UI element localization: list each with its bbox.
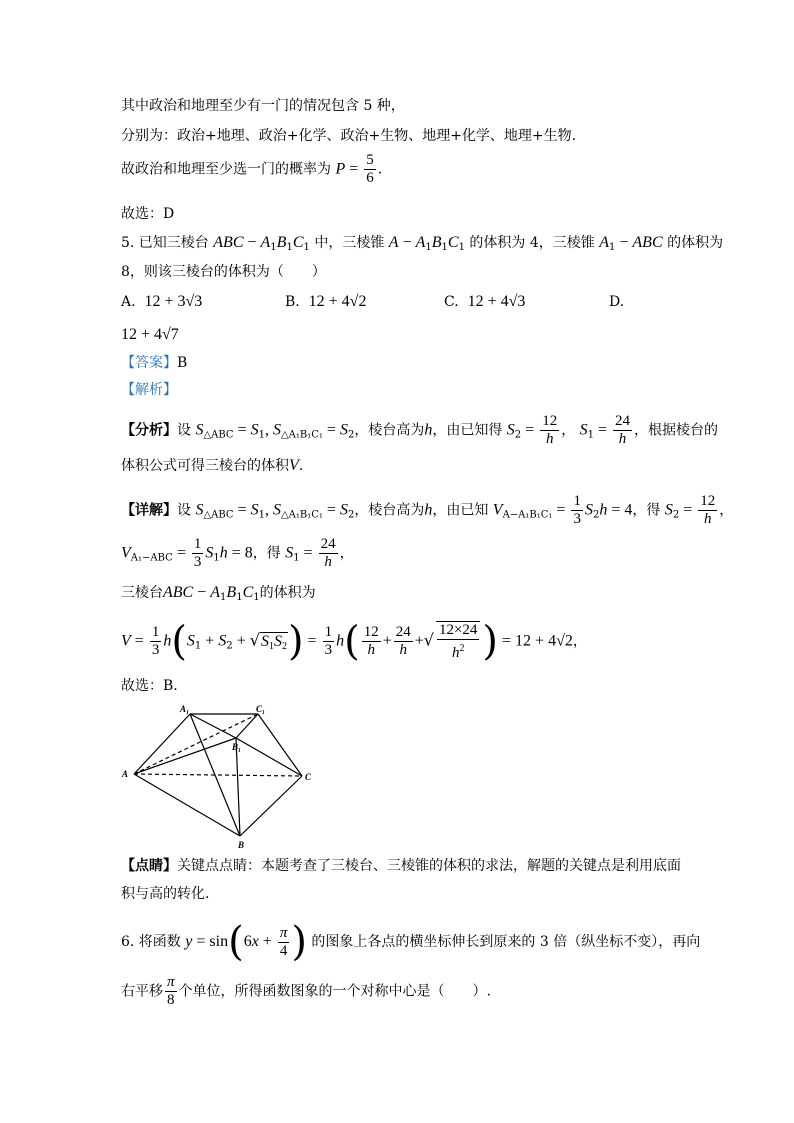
detail-line3: 三棱台ABC − $A_1B_1C_1$的体积为: [121, 584, 316, 603]
question-5-line2: 8，则该三棱台的体积为（ ）: [121, 264, 326, 280]
label-b: B: [238, 840, 245, 850]
analysis-line1: 【分析】设 $S_{\triangle ABC} = S_1$, $S_{\triangle A_1B_1C_1} = S_2$，棱台高为h，由已知得 $S_2$ = $\frac{12}{h}$ ， $S_1$ = $\frac{24}{h}$ ，根据棱台的: [121, 413, 719, 447]
answer-line: 【答案】B: [121, 355, 188, 371]
option-c: C. 12 + 4√3: [444, 293, 526, 310]
label-b1: B₁: [232, 742, 242, 752]
option-d-label: D.: [609, 294, 625, 310]
detail-line1: 【详解】设 $S_{\triangle ABC} = S_1$, $S_{\triangle A_1B_1C_1} = S_2$，棱台高为h，由已知 $V_{A-A_1B_1C_1}$ = $\frac{1}{3}$ $S_2h = 4$，得 $S_2$ = $\frac{12}{h}$ ，: [121, 493, 734, 527]
question-6-line2: 右平移 $\frac{\pi}{8}$ 个单位，所得函数图象的一个对称中心是（ ）.: [121, 974, 491, 1008]
text: 故政治和地理至少选一门的概率为: [121, 161, 331, 178]
detail-line2: $V_{A_1-ABC}$ = $\frac{1}{3}$ $S_1h = 8$，得 $S_1$ = $\frac{24}{h}$ ，: [121, 536, 354, 570]
label-a1: A₁: [180, 704, 190, 714]
analysis-tag: 【解析】: [121, 382, 177, 398]
question-6-line1: 6. 将函数 y = sin(6x + $\frac{\pi}{4}$ ) 的图象上各点的横坐标伸长到原来的 3 倍（纵坐标不变），再向: [121, 919, 701, 965]
key-point-line1: 【点睛】关键点点睛：本题考查了三棱台、三棱锥的体积的求法，解题的关键点是利用底面: [121, 858, 681, 874]
frustum-figure: [118, 700, 328, 850]
option-a: A. 12 + 3√3: [121, 293, 203, 310]
text-line: 故选：D: [121, 206, 175, 222]
question-5-line1: 5. 已知三棱台 ABC − $A_1B_1C_1$ 中，三棱锥 $A - A_1B_1C_1$ 的体积为 4，三棱锥 $A_1$ − ABC 的体积为: [121, 234, 724, 253]
label-c: C: [305, 772, 312, 782]
analysis-line2: 体积公式可得三棱台的体积V.: [121, 457, 304, 474]
text-line: 分别为：政治+地理、政治+化学、政治+生物、地理+化学、地理+生物.: [121, 128, 577, 144]
option-b: B. 12 + 4√2: [285, 293, 367, 310]
volume-formula: V = $\frac{1}{3}$ $h(S_1 + S_2 + √S_1S_2)$ = $\frac{1}{3}$ h( $\frac{12}{h}$ + $\frac{24}{h}$ +√ $\frac{12\times 24}{h^2}$ ) = 12 + 4√2，: [121, 618, 587, 665]
option-d: 12 + 4√7: [121, 326, 179, 343]
label-c1: C₁: [256, 704, 266, 714]
probability-line: 故政治和地理至少选一门的概率为 P = $\frac{5}{6}$ .: [121, 152, 383, 186]
fraction: $\frac{5}{6}$: [366, 152, 374, 186]
key-point-line2: 积与高的转化.: [121, 886, 210, 902]
text-line: 其中政治和地理至少有一门的情况包含 5 种，: [121, 98, 405, 114]
label-a: A: [122, 769, 129, 779]
conclusion: 故选：B.: [121, 678, 178, 694]
